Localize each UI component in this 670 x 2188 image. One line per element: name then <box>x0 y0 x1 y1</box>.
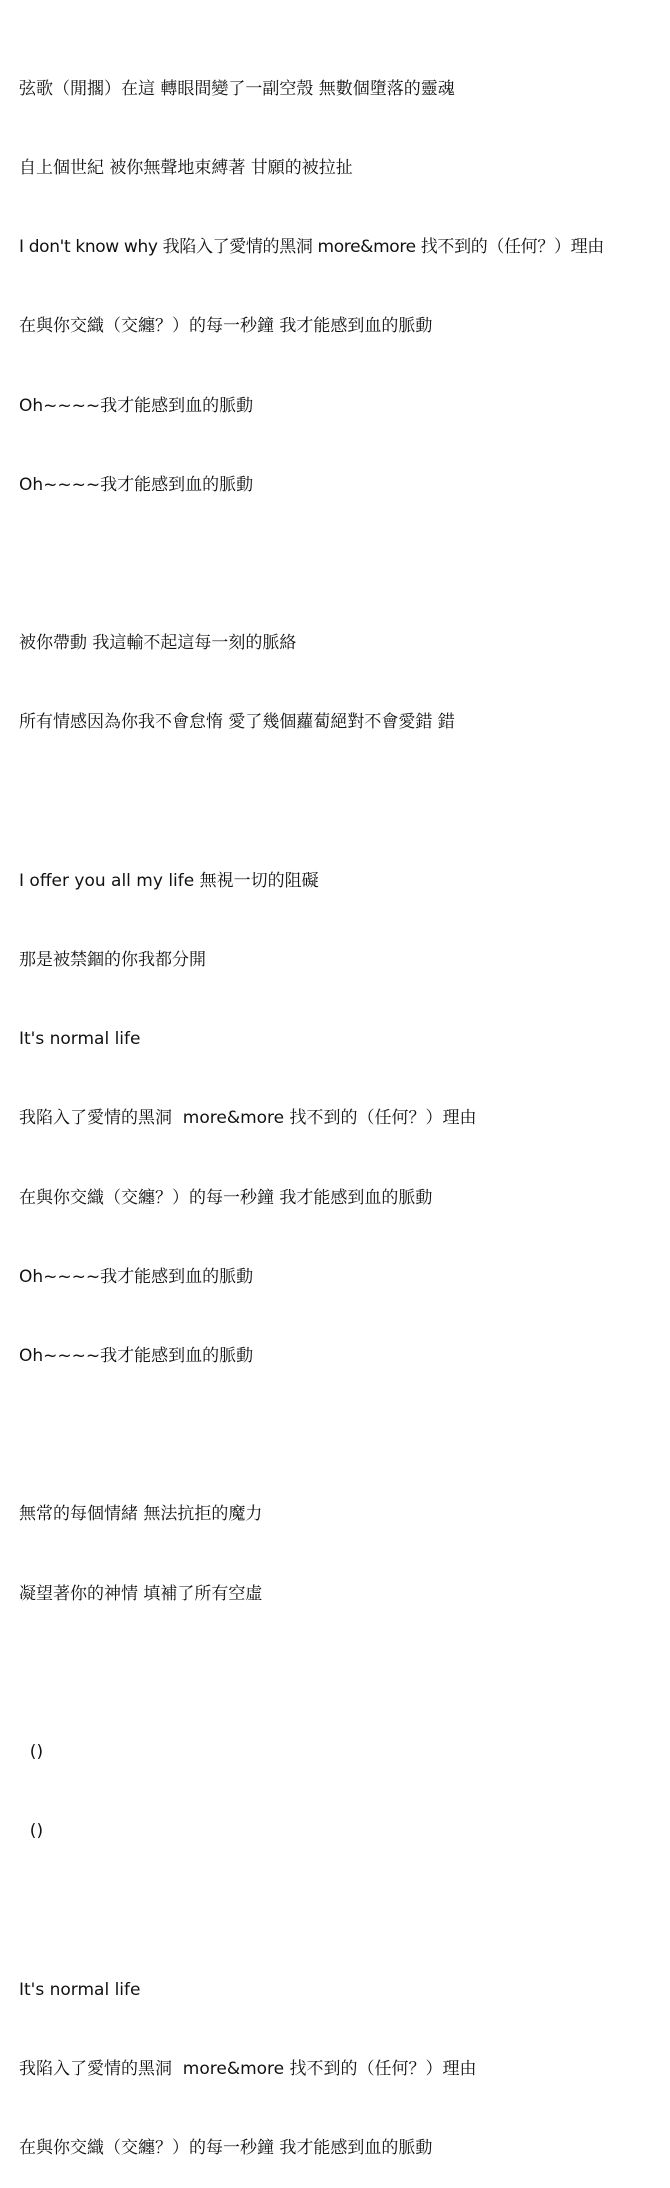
lyric-line: () <box>19 1742 44 1763</box>
lyric-line: 凝望著你的神情 填補了所有空虛 <box>19 1583 263 1604</box>
blank-line <box>19 1660 664 1686</box>
lyric-line: I don't know why 我陷入了愛情的黑洞 more&more 找不到的（任何？）理由 <box>19 237 604 258</box>
blank-line <box>19 789 664 815</box>
lyric-line: 無常的每個情緒 無法抗拒的魔力 <box>19 1504 263 1525</box>
lyric-line: 那是被禁錮的你我都分開 <box>19 950 206 971</box>
blank-line <box>19 1422 664 1448</box>
lyric-line: 我陷入了愛情的黑洞 more&more 找不到的（任何？）理由 <box>19 1108 477 1129</box>
blank-line <box>19 551 664 577</box>
lyric-line: Oh~~~~我才能感到血的脈動 <box>19 474 254 495</box>
lyric-line: 被你帶動 我這輸不起這每一刻的脈絡 <box>19 633 297 654</box>
lyric-line: 在與你交織（交纏？）的每一秒鐘 我才能感到血的脈動 <box>19 2138 433 2159</box>
lyric-line: 在與你交織（交纏？）的每一秒鐘 我才能感到血的脈動 <box>19 1187 433 1208</box>
lyric-line: It's normal life <box>19 1029 141 1050</box>
lyric-line: Oh~~~~我才能感到血的脈動 <box>19 1266 254 1287</box>
lyric-line: 所有情感因為你我不會怠惰 愛了幾個蘿蔔絕對不會愛錯 錯 <box>19 712 455 733</box>
lyric-line: 自上個世紀 被你無聲地束縛著 甘願的被拉扯 <box>19 158 353 179</box>
lyric-line: Oh~~~~我才能感到血的脈動 <box>19 1346 254 1367</box>
lyric-line: 我陷入了愛情的黑洞 more&more 找不到的（任何？）理由 <box>19 2058 477 2079</box>
lyric-line: 在與你交織（交纏？）的每一秒鐘 我才能感到血的脈動 <box>19 316 433 337</box>
lyric-line: () <box>19 1821 44 1842</box>
lyric-line: Oh~~~~我才能感到血的脈動 <box>19 395 254 416</box>
lyric-line: 弦歌（閒擱）在這 轉眼間變了一副空殼 無數個墮落的靈魂 <box>19 78 455 99</box>
lyric-line: It's normal life <box>19 1979 141 2000</box>
lyrics-document <box>19 23 664 2188</box>
lyric-line: I offer you all my life 無視一切的阻礙 <box>19 870 319 891</box>
blank-line <box>19 1897 664 1923</box>
